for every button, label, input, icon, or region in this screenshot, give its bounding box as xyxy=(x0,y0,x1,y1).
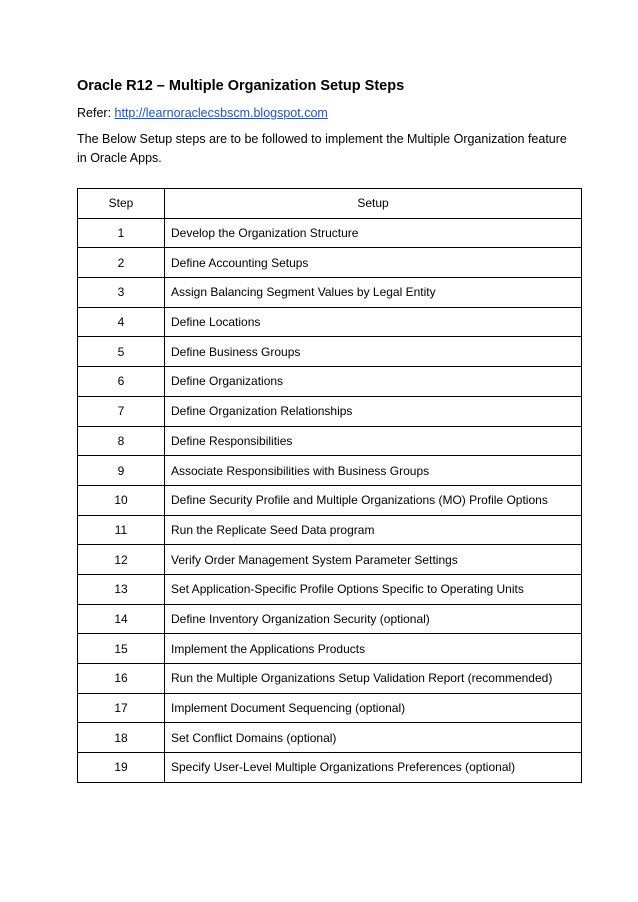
setup-description: Associate Responsibilities with Business Groups xyxy=(165,456,582,486)
table-row xyxy=(78,515,582,545)
step-number: 16 xyxy=(78,664,165,694)
step-number: 13 xyxy=(78,574,165,604)
setup-description: Run the Replicate Seed Data program xyxy=(165,515,582,545)
column-header-setup: Setup xyxy=(165,189,582,219)
step-number: 14 xyxy=(78,604,165,634)
table-row xyxy=(78,485,582,515)
setup-description: Define Organizations xyxy=(165,367,582,397)
table-row xyxy=(78,634,582,664)
setup-description: Develop the Organization Structure xyxy=(165,218,582,248)
step-number: 4 xyxy=(78,307,165,337)
setup-description: Define Business Groups xyxy=(165,337,582,367)
setup-description: Run the Multiple Organizations Setup Validation Report (recommended) xyxy=(165,664,582,694)
setup-description: Define Accounting Setups xyxy=(165,248,582,278)
table-row xyxy=(78,396,582,426)
step-number: 8 xyxy=(78,426,165,456)
step-number: 15 xyxy=(78,634,165,664)
step-number: 3 xyxy=(78,278,165,308)
setup-description: Define Responsibilities xyxy=(165,426,582,456)
setup-description: Set Application-Specific Profile Options Specific to Operating Units xyxy=(165,574,582,604)
table-body xyxy=(78,218,582,782)
step-number: 5 xyxy=(78,337,165,367)
table-row xyxy=(78,545,582,575)
setup-description: Define Security Profile and Multiple Organizations (MO) Profile Options xyxy=(165,485,582,515)
column-header-step: Step xyxy=(78,189,165,219)
setup-description: Define Organization Relationships xyxy=(165,396,582,426)
step-number: 7 xyxy=(78,396,165,426)
table-row xyxy=(78,278,582,308)
step-number: 11 xyxy=(78,515,165,545)
table-row xyxy=(78,753,582,783)
setup-description: Set Conflict Domains (optional) xyxy=(165,723,582,753)
table-row xyxy=(78,723,582,753)
table-row xyxy=(78,693,582,723)
table-header-row xyxy=(78,189,582,219)
table-row xyxy=(78,456,582,486)
setup-description: Implement the Applications Products xyxy=(165,634,582,664)
table-row xyxy=(78,218,582,248)
setup-steps-table xyxy=(77,188,582,783)
setup-description: Assign Balancing Segment Values by Legal Entity xyxy=(165,278,582,308)
refer-label: Refer: xyxy=(77,106,115,120)
step-number: 1 xyxy=(78,218,165,248)
document-title: Oracle R12 – Multiple Organization Setup Steps xyxy=(77,78,405,94)
step-number: 17 xyxy=(78,693,165,723)
setup-description: Define Locations xyxy=(165,307,582,337)
step-number: 19 xyxy=(78,753,165,783)
step-number: 9 xyxy=(78,456,165,486)
step-number: 6 xyxy=(78,367,165,397)
table-row xyxy=(78,574,582,604)
refer-line xyxy=(77,106,328,120)
step-number: 12 xyxy=(78,545,165,575)
table-row xyxy=(78,248,582,278)
table-row xyxy=(78,426,582,456)
table-row xyxy=(78,307,582,337)
step-number: 10 xyxy=(78,485,165,515)
table-row xyxy=(78,367,582,397)
table-row xyxy=(78,664,582,694)
step-number: 18 xyxy=(78,723,165,753)
setup-description: Verify Order Management System Parameter Settings xyxy=(165,545,582,575)
step-number: 2 xyxy=(78,248,165,278)
setup-description: Implement Document Sequencing (optional) xyxy=(165,693,582,723)
intro-paragraph: The Below Setup steps are to be followed to implement the Multiple Organization feature in Oracle Apps. xyxy=(77,132,567,165)
table-row xyxy=(78,604,582,634)
refer-link[interactable]: http://learnoraclecsbscm.blogspot.com xyxy=(114,106,328,120)
table-row xyxy=(78,337,582,367)
setup-description: Specify User-Level Multiple Organizations Preferences (optional) xyxy=(165,753,582,783)
setup-description: Define Inventory Organization Security (optional) xyxy=(165,604,582,634)
